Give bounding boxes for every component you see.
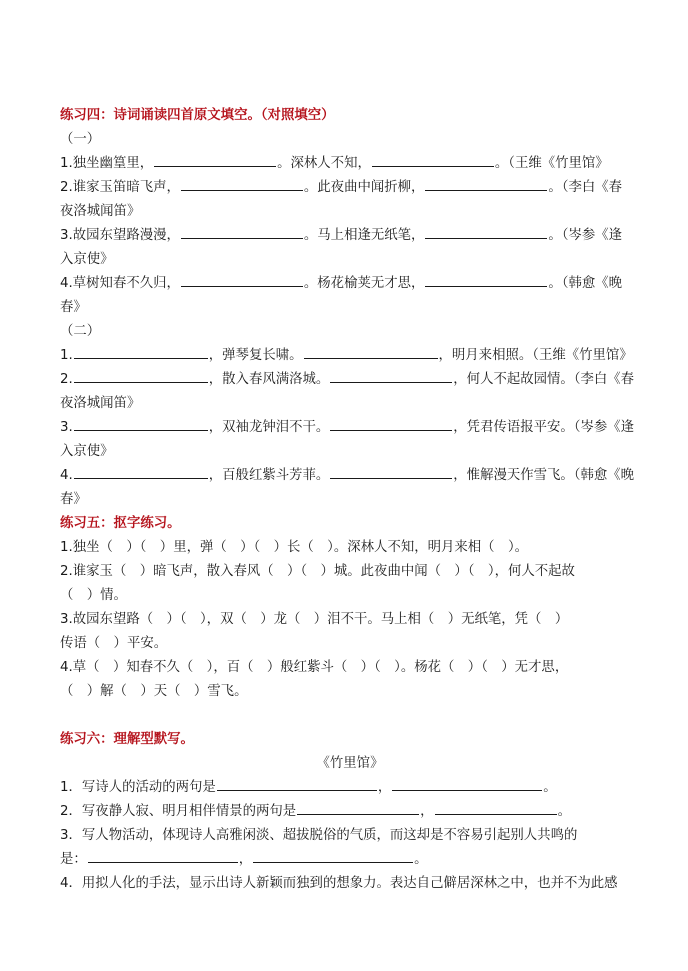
answer-blank[interactable] xyxy=(181,272,303,287)
section-1-label: （一） xyxy=(60,132,101,147)
answer-blank[interactable] xyxy=(253,848,413,863)
fill-line-continued: 入京使》 xyxy=(60,444,114,459)
answer-blank[interactable] xyxy=(88,848,238,863)
fill-line-continued: 春》 xyxy=(60,492,87,507)
fill-line: 4. ，百般红紫斗芳菲。 ，惟解漫天作雪飞。（韩愈《晚 xyxy=(60,464,640,488)
cloze-line: 4.草（ ）知春不久（ ），百（ ）般红紫斗（ ）（ ）。杨花（ ）（ ）无才思， xyxy=(60,660,569,675)
answer-blank[interactable] xyxy=(330,464,452,479)
question-line: 3．写人物活动，体现诗人高雅闲淡、超拔脱俗的气质，而这却是不容易引起别人共鸣的 xyxy=(60,828,578,843)
cloze-line: 1.独坐（ ）（ ）里，弹（ ）（ ）长（ ）。深林人不知，明月来相（ ）。 xyxy=(60,540,529,555)
question-line: 2．写夜静人寂、明月相伴情景的两句是 ， 。 xyxy=(60,800,640,824)
cloze-line: （ ）情。 xyxy=(60,588,127,603)
question-line: 4．用拟人化的手法，显示出诗人新颖而独到的想象力。表达自己僻居深林之中，也并不为此感 xyxy=(60,876,618,891)
answer-blank[interactable] xyxy=(304,344,438,359)
fill-line: 1. ，弹琴复长啸。 ，明月来相照。（王维《竹里馆》 xyxy=(60,344,640,368)
fill-line: 2. ，散入春风满洛城。 ，何人不起故园情。（李白《春 xyxy=(60,368,640,392)
fill-line: 1.独坐幽篁里， 。深林人不知， 。（王维《竹里馆》 xyxy=(60,152,640,176)
answer-blank[interactable] xyxy=(217,776,377,791)
answer-blank[interactable] xyxy=(435,800,557,815)
answer-blank[interactable] xyxy=(425,224,547,239)
fill-line-continued: 夜洛城闻笛》 xyxy=(60,396,141,411)
answer-blank[interactable] xyxy=(392,776,542,791)
answer-blank[interactable] xyxy=(74,416,208,431)
question-line: 1．写诗人的活动的两句是 ， 。 xyxy=(60,776,640,800)
exercise-5-heading: 练习五：抠字练习。 xyxy=(60,516,181,531)
fill-line-continued: 夜洛城闻笛》 xyxy=(60,204,141,219)
exercise-6-heading: 练习六：理解型默写。 xyxy=(60,732,194,747)
fill-line: 2.谁家玉笛暗飞声， 。此夜曲中闻折柳， 。（李白《春 xyxy=(60,176,640,200)
cloze-line: 2.谁家玉（ ）暗飞声，散入春风（ ）（ ）城。此夜曲中闻（ ）（ ），何人不起故 xyxy=(60,564,575,579)
answer-blank[interactable] xyxy=(154,152,276,167)
answer-blank[interactable] xyxy=(425,176,547,191)
fill-line: 4.草树知春不久归， 。杨花榆荚无才思， 。（韩愈《晚 xyxy=(60,272,640,296)
fill-line-continued: 春》 xyxy=(60,300,87,315)
answer-blank[interactable] xyxy=(181,224,303,239)
fill-line: 3.故园东望路漫漫， 。马上相逢无纸笔， 。（岑参《逢 xyxy=(60,224,640,248)
answer-blank[interactable] xyxy=(74,344,208,359)
question-line: 是： ， 。 xyxy=(60,848,640,872)
answer-blank[interactable] xyxy=(330,416,452,431)
answer-blank[interactable] xyxy=(74,368,208,383)
section-2-label: （二） xyxy=(60,324,101,339)
answer-blank[interactable] xyxy=(425,272,547,287)
fill-line-continued: 入京使》 xyxy=(60,252,114,267)
exercise-4-heading: 练习四：诗词诵读四首原文填空。（对照填空） xyxy=(60,108,335,123)
answer-blank[interactable] xyxy=(297,800,419,815)
cloze-line: 3.故园东望路（ ）（ ），双（ ）龙（ ）泪不干。马上相（ ）无纸笔，凭（ ） xyxy=(60,612,569,627)
answer-blank[interactable] xyxy=(74,464,208,479)
poem-title: 《竹里馆》 xyxy=(316,756,384,771)
answer-blank[interactable] xyxy=(330,368,452,383)
answer-blank[interactable] xyxy=(181,176,303,191)
cloze-line: 传语（ ）平安。 xyxy=(60,636,168,651)
fill-line: 3. ，双袖龙钟泪不干。 ，凭君传语报平安。（岑参《逢 xyxy=(60,416,640,440)
worksheet xyxy=(60,104,640,896)
cloze-line: （ ）解（ ）天（ ）雪飞。 xyxy=(60,684,248,699)
answer-blank[interactable] xyxy=(372,152,494,167)
